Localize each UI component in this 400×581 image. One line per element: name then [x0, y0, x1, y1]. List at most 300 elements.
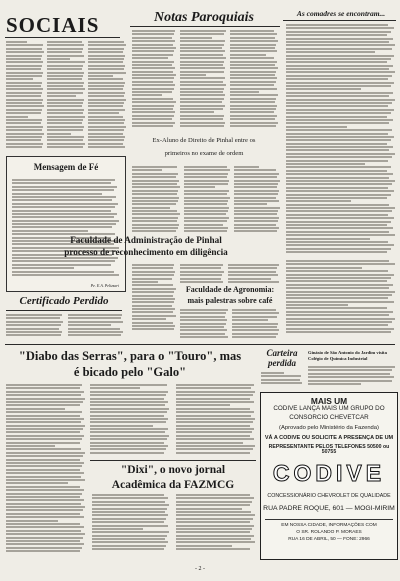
diabo-headline-line2: é bicado pelo "Galo" [73, 365, 187, 379]
body-text-line [232, 333, 278, 335]
body-text-line [88, 85, 124, 87]
body-text-line [180, 108, 223, 110]
body-text-line [6, 530, 81, 532]
body-text-line [132, 197, 179, 199]
body-text-line [12, 267, 74, 269]
body-text-line [6, 41, 27, 43]
body-text-line [12, 230, 88, 232]
body-text-line [132, 91, 172, 93]
body-text-line [234, 224, 276, 226]
body-text-line [286, 280, 387, 282]
body-text-line [90, 452, 164, 454]
body-text-line [286, 173, 393, 175]
body-text-line [132, 37, 172, 39]
body-text-line [6, 143, 43, 145]
body-text-line [286, 146, 393, 148]
body-text-line [88, 139, 124, 141]
notas-paroquiais-headline: Notas Paroquiais [154, 10, 254, 25]
body-text-line [132, 94, 162, 96]
body-text-line [47, 143, 85, 145]
body-text-line [176, 431, 252, 433]
body-text-line [184, 210, 228, 212]
body-text-line [286, 231, 389, 233]
body-text-line [6, 496, 80, 498]
body-text-line [88, 78, 123, 80]
body-text-line [47, 55, 84, 57]
codive-ad-footer1: EM NOSSA CIDADE, INFORMAÇÕES COM [281, 523, 377, 528]
codive-ad-line1: MAIS UM [310, 396, 348, 406]
body-text-line [180, 336, 228, 338]
body-text-line [6, 55, 42, 57]
body-text-line [88, 61, 123, 63]
body-text-line [88, 75, 113, 77]
body-text-line [6, 547, 82, 549]
body-text-line [176, 521, 250, 523]
body-text-line [6, 509, 83, 511]
body-text-line [90, 425, 153, 427]
body-text-line [132, 44, 173, 46]
body-text-line [132, 284, 173, 286]
body-text-line [230, 105, 277, 107]
body-text-line [228, 281, 279, 283]
body-text-line [90, 387, 140, 389]
body-text-line [234, 230, 277, 232]
body-text-line [88, 133, 123, 135]
body-text-line [286, 304, 348, 306]
body-text-line [6, 438, 82, 440]
body-text-line [47, 109, 84, 111]
body-text-line [12, 186, 117, 188]
body-text-line [232, 336, 276, 338]
dixi-headline-line2: Acadêmica da FAZMCG [111, 479, 235, 491]
body-text-line [6, 129, 42, 131]
body-text-line [88, 92, 125, 94]
body-text-line [47, 61, 85, 63]
body-text-line [132, 220, 177, 222]
body-text-line [132, 183, 177, 185]
body-text-line [184, 166, 227, 168]
body-text-line [184, 220, 227, 222]
body-text-line [6, 459, 80, 461]
body-text-line [132, 176, 176, 178]
body-text-line [286, 38, 393, 40]
body-text-line [68, 324, 111, 326]
body-text-line [176, 504, 250, 506]
body-text-line [180, 326, 224, 328]
body-text-line [286, 136, 394, 138]
body-text-line [176, 545, 232, 547]
body-text-line [184, 169, 230, 171]
body-text-line [232, 316, 277, 318]
body-text-line [286, 297, 388, 299]
body-text-line [232, 329, 279, 331]
body-text-line [286, 227, 393, 229]
body-text-line [261, 372, 284, 374]
body-text-line [176, 442, 243, 444]
body-text-line [286, 267, 362, 269]
body-text-line [88, 143, 123, 145]
body-text-line [286, 34, 387, 36]
body-text-line [286, 99, 395, 101]
body-text-line [132, 57, 168, 59]
body-text-line [47, 58, 70, 60]
body-text-line [180, 264, 223, 266]
body-text-line [228, 278, 271, 280]
body-text-line [12, 220, 119, 222]
body-text-line [176, 394, 253, 396]
body-text-line [92, 541, 168, 543]
body-text-line [132, 217, 178, 219]
body-text-line [6, 394, 81, 396]
body-text-line [132, 122, 175, 124]
body-text-line [176, 518, 253, 520]
body-text-line [6, 482, 68, 484]
body-text-line [6, 415, 80, 417]
body-text-line [88, 41, 124, 43]
body-text-line [132, 71, 173, 73]
body-text-line [286, 129, 392, 131]
body-text-line [184, 203, 227, 205]
body-text-line [12, 264, 111, 266]
body-text-line [132, 54, 173, 56]
body-text-line [176, 525, 254, 527]
body-text-line [68, 321, 123, 323]
body-text-line [286, 277, 391, 279]
body-text-line [286, 224, 387, 226]
body-text-line [184, 173, 228, 175]
body-text-line [232, 312, 279, 314]
body-text-line [180, 267, 221, 269]
body-text-line [90, 438, 167, 440]
body-text-line [234, 169, 276, 171]
body-text-line [228, 267, 277, 269]
exaluno-headline-line2: primeiros no exame de ordem [164, 150, 244, 157]
body-text-line [47, 122, 82, 124]
body-text-line [286, 307, 387, 309]
body-text-line [286, 321, 392, 323]
body-text-line [68, 317, 121, 319]
body-text-line [286, 143, 387, 145]
body-text-line [308, 376, 394, 378]
body-text-line [92, 511, 165, 513]
body-text-line [132, 61, 174, 63]
body-text-line [180, 323, 226, 325]
body-text-line [6, 543, 84, 545]
body-text-line [90, 421, 166, 423]
body-text-line [286, 78, 388, 80]
body-text-line [286, 102, 392, 104]
body-text-line [180, 57, 226, 59]
body-text-line [132, 33, 174, 35]
body-text-line [286, 214, 388, 216]
body-text-line [184, 200, 228, 202]
body-text-line [230, 50, 277, 52]
body-text-line [6, 331, 62, 333]
body-text-line [132, 169, 162, 171]
body-text-line [286, 207, 395, 209]
body-text-line [88, 102, 124, 104]
body-text-line [286, 294, 392, 296]
body-text-line [47, 136, 84, 138]
body-text-line [132, 47, 176, 49]
body-text-line [230, 47, 275, 49]
body-text-line [286, 126, 347, 128]
body-text-line [286, 183, 392, 185]
body-text-line [286, 291, 395, 293]
body-text-line [6, 526, 84, 528]
body-text-line [92, 521, 164, 523]
body-text-line [234, 190, 279, 192]
body-text-line [6, 58, 41, 60]
body-text-line [176, 387, 251, 389]
body-text-line [286, 88, 361, 90]
body-text-line [6, 72, 43, 74]
body-text-line [180, 84, 226, 86]
body-text-line [132, 230, 176, 232]
body-text-line [230, 71, 276, 73]
codive-ad-line7: CONCESSIONÁRIO CHEVROLET DE QUALIDADE [267, 493, 391, 499]
body-text-line [286, 27, 394, 29]
body-text-line [184, 190, 229, 192]
body-text-line [88, 65, 125, 67]
body-text-line [176, 528, 252, 530]
body-text-line [47, 112, 83, 114]
body-text-line [47, 82, 84, 84]
body-text-line [132, 88, 174, 90]
body-text-line [180, 88, 224, 90]
body-text-line [286, 274, 394, 276]
body-text-line [6, 411, 82, 413]
body-text-line [176, 508, 242, 510]
body-text-line [12, 223, 116, 225]
body-text-line [286, 85, 391, 87]
body-text-line [286, 156, 392, 158]
body-text-line [180, 91, 223, 93]
codive-ad-line6: REPRESENTANTE PELOS TELEFONES 50500 ou 50755 [268, 444, 390, 456]
body-text-line [6, 493, 82, 495]
body-text-line [230, 57, 274, 59]
codive-ad-footer2: O SR. ROLANDO P. MORAES [296, 530, 362, 535]
body-text-line [6, 445, 55, 447]
body-text-line [132, 325, 175, 327]
body-text-line [132, 308, 175, 310]
body-text-line [6, 523, 80, 525]
body-text-line [230, 33, 277, 35]
body-text-line [230, 84, 274, 86]
body-text-line [132, 311, 173, 313]
body-text-line [176, 494, 250, 496]
body-text-line [180, 118, 223, 120]
body-text-line [286, 270, 388, 272]
body-text-line [176, 445, 255, 447]
body-text-line [90, 404, 165, 406]
body-text-line [176, 531, 250, 533]
body-text-line [132, 67, 175, 69]
body-text-line [176, 404, 230, 406]
body-text-line [180, 125, 224, 127]
codive-ad-line2: CODIVE LANÇA MAIS UM GRUPO DO [273, 405, 385, 412]
body-text-line [286, 318, 395, 320]
body-text-line [6, 489, 84, 491]
body-text-line [47, 51, 82, 53]
body-text-line [88, 72, 126, 74]
body-text-line [230, 77, 277, 79]
body-text-line [90, 408, 169, 410]
body-text-line [308, 373, 390, 375]
body-text-line [90, 401, 168, 403]
body-text-line [88, 48, 124, 50]
body-text-line [180, 40, 225, 42]
body-text-line [286, 180, 395, 182]
body-text-line [6, 499, 84, 501]
body-text-line [176, 548, 250, 550]
body-text-line [92, 531, 169, 533]
body-text-line [286, 260, 389, 262]
body-text-line [12, 226, 112, 228]
body-text-line [234, 193, 278, 195]
body-text-line [132, 105, 174, 107]
body-text-line [230, 81, 276, 83]
body-text-line [90, 418, 168, 420]
body-text-line [184, 227, 228, 229]
body-text-line [92, 545, 166, 547]
body-text-line [180, 105, 225, 107]
body-text-line [176, 452, 250, 454]
body-text-line [180, 67, 225, 69]
body-text-line [6, 136, 42, 138]
body-text-line [230, 88, 277, 90]
body-text-line [6, 51, 44, 53]
body-text-line [286, 153, 395, 155]
codive-ad-line5: VÁ A CODIVE OU SOLICITE A PRESENÇA DE UM [264, 435, 394, 441]
body-text-line [132, 278, 172, 280]
body-text-line [180, 333, 225, 335]
body-text-line [88, 136, 125, 138]
body-text-line [180, 54, 223, 56]
body-text-line [286, 166, 391, 168]
body-text-line [132, 111, 175, 113]
body-text-line [92, 548, 164, 550]
body-text-line [6, 99, 43, 101]
body-text-line [184, 224, 223, 226]
body-text-line [132, 271, 175, 273]
body-text-line [180, 316, 225, 318]
body-text-line [132, 322, 173, 324]
body-text-line [176, 535, 254, 537]
body-text-line [92, 538, 165, 540]
body-text-line [6, 324, 61, 326]
body-text-line [6, 387, 80, 389]
body-text-line [47, 95, 76, 97]
body-text-line [92, 514, 168, 516]
body-text-line [6, 78, 33, 80]
body-text-line [176, 448, 253, 450]
body-text-line [92, 525, 168, 527]
body-text-line [180, 111, 214, 113]
body-text-line [6, 476, 81, 478]
body-text-line [232, 319, 268, 321]
body-text-line [132, 264, 174, 266]
body-text-line [230, 40, 278, 42]
body-text-line [88, 88, 123, 90]
body-text-line [234, 180, 280, 182]
body-text-line [47, 126, 84, 128]
body-text-line [47, 116, 85, 118]
body-text-line [6, 314, 62, 316]
body-text-line [132, 101, 176, 103]
body-text-line [286, 160, 388, 162]
comadres-headline: As comadres se encontram... [296, 9, 386, 18]
body-text-line [308, 366, 395, 368]
body-text-line [286, 82, 394, 84]
body-text-line [88, 122, 124, 124]
mensagem-de-fe-box [6, 156, 126, 292]
body-text-line [47, 146, 83, 148]
body-text-line [6, 88, 43, 90]
body-text-line [6, 133, 44, 135]
body-text-line [6, 404, 80, 406]
body-text-line [286, 122, 389, 124]
body-text-line [6, 61, 43, 63]
body-text-line [230, 44, 276, 46]
body-text-line [132, 298, 175, 300]
body-text-line [230, 111, 274, 113]
body-text-line [92, 501, 165, 503]
body-text-line [47, 41, 82, 43]
body-text-line [232, 326, 277, 328]
body-text-line [47, 68, 82, 70]
body-text-line [12, 196, 116, 198]
body-text-line [180, 271, 224, 273]
body-text-line [6, 321, 63, 323]
body-text-line [286, 92, 393, 94]
body-text-line [132, 207, 170, 209]
body-text-line [286, 248, 391, 250]
body-text-line [286, 190, 394, 192]
body-text-line [6, 384, 82, 386]
body-text-line [180, 312, 226, 314]
body-text-line [47, 133, 71, 135]
body-text-line [176, 408, 250, 410]
body-text-line [176, 384, 254, 386]
body-text-line [90, 411, 167, 413]
body-text-line [180, 30, 226, 32]
body-text-line [286, 187, 388, 189]
body-text-line [132, 213, 180, 215]
body-text-line [6, 513, 80, 515]
body-text-line [234, 203, 267, 205]
body-text-line [286, 105, 388, 107]
body-text-line [286, 244, 394, 246]
body-text-line [47, 85, 83, 87]
body-text-line [234, 213, 277, 215]
body-text-line [132, 295, 173, 297]
body-text-line [132, 305, 172, 307]
body-text-line [47, 44, 84, 46]
body-text-line [12, 193, 102, 195]
body-text-line [132, 186, 180, 188]
body-text-line [184, 183, 228, 185]
body-text-line [132, 30, 175, 32]
body-text-line [184, 180, 229, 182]
body-text-line [6, 472, 84, 474]
body-text-line [90, 384, 167, 386]
body-text-line [176, 511, 251, 513]
body-text-line [261, 382, 302, 384]
body-text-line [184, 197, 230, 199]
codive-ad-line8: RUA PADRE ROQUE, 601 — MOGI-MIRIM [263, 505, 395, 512]
body-text-line [132, 200, 178, 202]
